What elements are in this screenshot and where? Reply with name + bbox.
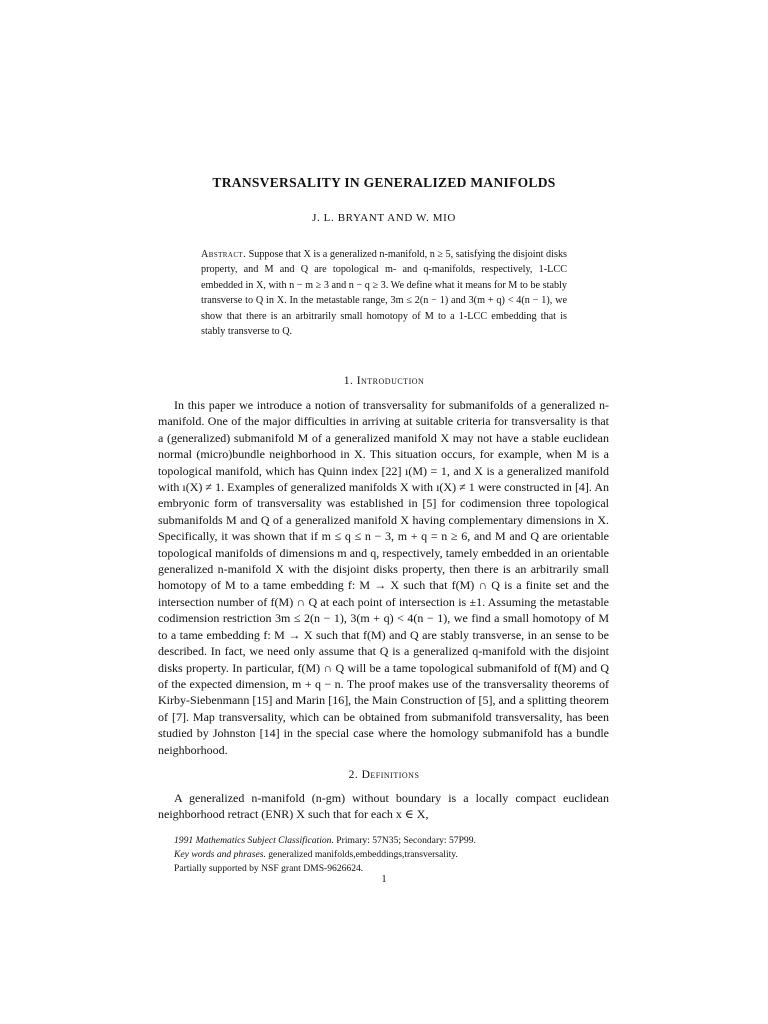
abstract-text: Suppose that X is a generalized n-manifold, n ≥ 5, satisfying the disjoint disks property, and M and Q are topological m- and q-manifolds, respectively, 1-LCC embedded in X, with n − m ≥ 3 and n − q ≥ 3. We define what it means for M to be stably transverse to Q in X. In the metastable range, 3m ≤ 2(n − 1) and 3(m + q) < 4(n − 1), we show that there is an arbitrarily small homotopy of M to a 1-LCC embedding that is stably transverse to Q. bbox=[201, 249, 567, 338]
page-number: 1 bbox=[381, 874, 387, 885]
abstract-label: Abstract. bbox=[201, 249, 247, 260]
footnote-keywords-text: generalized manifolds,embeddings,transversality. bbox=[265, 849, 458, 861]
introduction-body bbox=[158, 397, 609, 758]
footnote-keywords-label: Key words and phrases. bbox=[174, 849, 266, 861]
footnote-msc-text: Primary: 57N35; Secondary: 57P99. bbox=[333, 835, 476, 846]
footnotes bbox=[174, 834, 604, 877]
footnote-support: Partially supported by NSF grant DMS-9626624. bbox=[174, 863, 364, 875]
abstract bbox=[201, 247, 567, 339]
paper-title: TRANSVERSALITY IN GENERALIZED MANIFOLDS bbox=[212, 175, 556, 190]
paper-authors: J. L. BRYANT AND W. MIO bbox=[312, 212, 456, 224]
definitions-body bbox=[158, 790, 609, 823]
section-heading-definitions: 2. Definitions bbox=[348, 769, 420, 781]
footnote-keywords bbox=[174, 848, 604, 862]
section-heading-introduction: 1. Introduction bbox=[343, 375, 425, 387]
footnote-msc-label: 1991 Mathematics Subject Classification. bbox=[174, 835, 334, 846]
footnote-msc bbox=[174, 834, 604, 848]
introduction-paragraph: In this paper we introduce a notion of transversality for submanifolds of a generalized n-manifold. One of the major difficulties in arriving at suitable criteria for transversality is that a (generalized) submanifold M of a generalized manifold X may not have a stable euclidean normal (micro)bundle neighborhood in X. This situation occurs, for example, when M is a topological manifold, which has Quinn index [22] ı(M) = 1, and X is a generalized manifold with ı(X) ≠ 1. Examples of generalized manifolds X with ı(X) ≠ 1 were constructed in [4]. An embryonic form of transversality was established in [5] for codimension three topological submanifolds M and Q of a generalized manifold X having complementary dimensions in X. Specifically, it was shown that if m ≤ q ≤ n − 3, m + q = n ≥ 6, and M and Q are orientable topological manifolds of dimensions m and q, respectively, tamely embedded in an orientable generalized n-manifold X with the disjoint disks property, then there is an arbitrarily small homotopy of M to a tame embedding f: M → X such that f(M) ∩ Q is a finite set and the intersection number of f(M) ∩ Q at each point of intersection is ±1. Assuming the metastable codimension restriction 3m ≤ 2(n − 1), 3(m + q) < 4(n − 1), we find a small homotopy of M to a tame embedding f: M → X such that f(M) and Q are stably transverse, in an sense to be described. In fact, we need only assume that Q is a generalized q-manifold with the disjoint disks property. In particular, f(M) ∩ Q will be a tame topological submanifold of f(M) and Q of the expected dimension, m + q − n. The proof makes use of the transversality theorems of Kirby-Siebenmann [15] and Marin [16], the Main Construction of [5], and a splitting theorem of [7]. Map transversality, which can be obtained from submanifold transversality, has been studied by Johnston [14] in the special case where the homology submanifold has a bundle neighborhood. bbox=[158, 398, 609, 757]
definitions-paragraph: A generalized n-manifold (n-gm) without boundary is a locally compact euclidean neighborhood retract (ENR) X such that for each x ∈ X, bbox=[158, 791, 609, 822]
